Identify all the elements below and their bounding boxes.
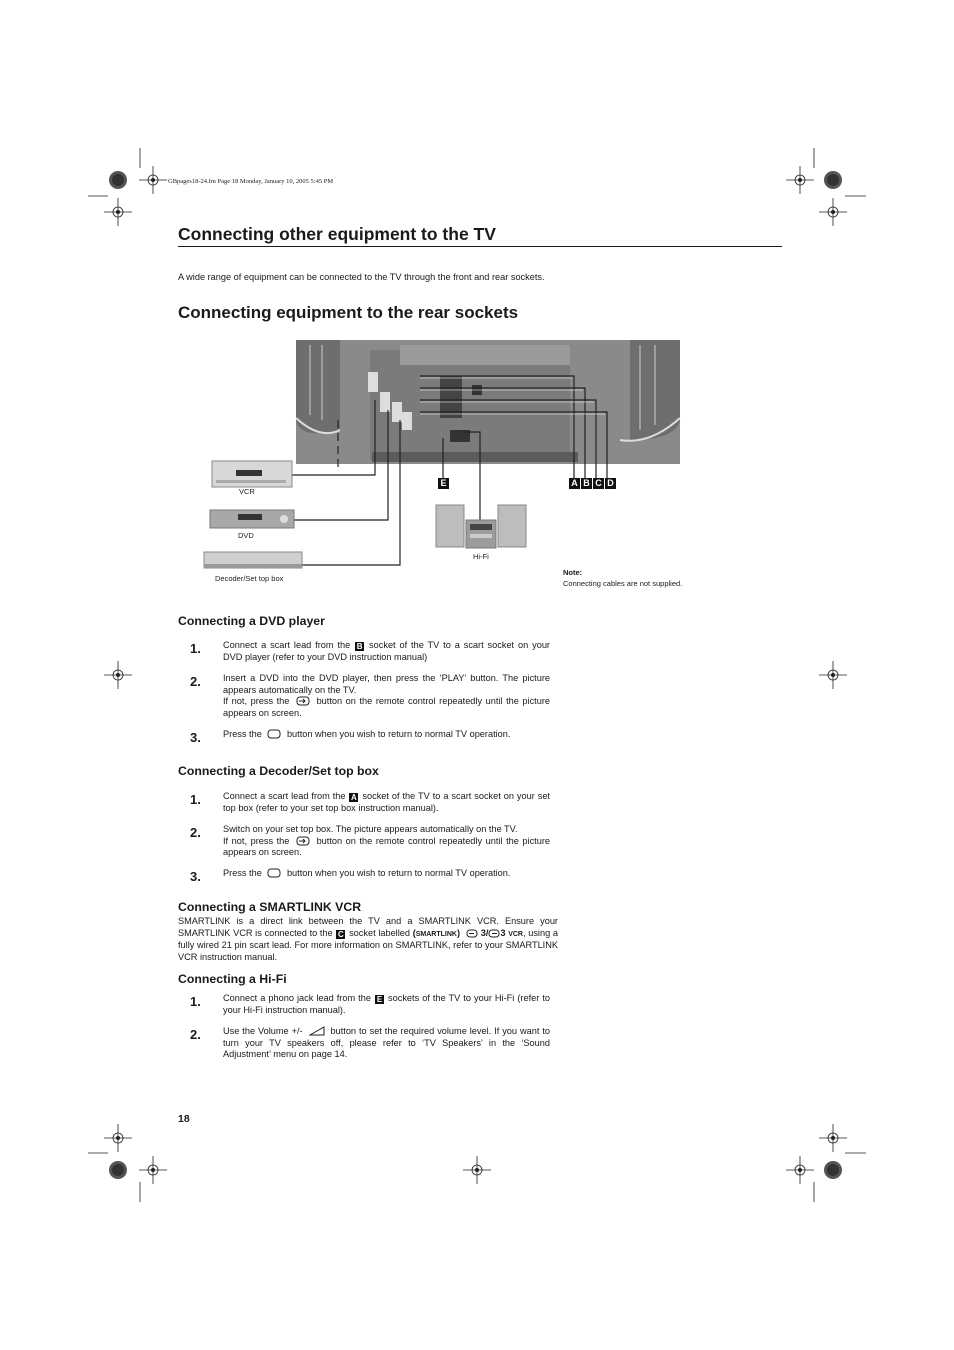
dvd-image	[210, 510, 294, 528]
hifi-step-1: Connect a phono jack lead from the E sockets of the TV to your Hi-Fi (refer to your Hi-Fi instruction manual).	[223, 993, 550, 1015]
step-number: 3.	[190, 730, 201, 745]
step-number: 2.	[190, 674, 201, 689]
decoder-heading: Connecting a Decoder/Set top box	[178, 764, 379, 778]
scart-input-icon	[466, 929, 478, 938]
vcr-label: VCR	[239, 487, 255, 496]
page-title: Connecting other equipment to the TV	[178, 224, 496, 244]
decoder-step-1: Connect a scart lead from the A socket of the TV to a scart socket on your set top box (refer to your set top box instruction manual).	[223, 791, 550, 813]
hifi-label: Hi-Fi	[473, 552, 489, 561]
step-number: 1.	[190, 641, 201, 656]
smartlink-heading: Connecting a SMARTLINK VCR	[178, 900, 362, 914]
decoder-image	[204, 552, 302, 568]
socket-label-a: A	[569, 478, 580, 489]
socket-label-d: D	[605, 478, 616, 489]
intro-text: A wide range of equipment can be connected to the TV through the front and rear sockets.	[178, 272, 545, 282]
scart-output-icon	[488, 929, 500, 938]
input-select-icon	[296, 836, 310, 846]
socket-label-a-inline: A	[351, 793, 357, 802]
note-title: Note:	[563, 568, 583, 577]
hifi-image	[436, 505, 526, 548]
step-number: 3.	[190, 869, 201, 884]
tv-mode-icon	[267, 868, 281, 878]
step-number: 2.	[190, 825, 201, 840]
rear-connection-diagram	[0, 0, 954, 620]
volume-icon	[309, 1026, 325, 1036]
smartlink-text: SMARTLINK is a direct link between the TV and a SMARTLINK VCR. Ensure your SMARTLINK VCR is connected to the C socket labelled (SMARTLINK) 3/ 3 VCR, using a fully wired 21 pin scart lead. For more information on SMARTLINK, refer to your SMARTLINK VCR instruction manual.	[178, 916, 558, 962]
dvd-step-1: Connect a scart lead from the B socket of the TV to a scart socket on your DVD player (refer to your DVD instruction manual)	[223, 640, 550, 662]
dvd-step-2: Insert a DVD into the DVD player, then press the ‘PLAY’ button. The picture appears automatically on the TV. If not, press the button on the remote control repeatedly until the picture appears on screen.	[223, 673, 550, 718]
socket-label-e-inline: E	[376, 995, 383, 1004]
input-select-icon	[296, 696, 310, 706]
hifi-heading: Connecting a Hi-Fi	[178, 972, 287, 986]
socket-label-b-inline: B	[356, 642, 363, 651]
dvd-heading: Connecting a DVD player	[178, 614, 325, 628]
decoder-step-3: Press the button when you wish to return to normal TV operation.	[223, 868, 511, 878]
socket-label-c: C	[593, 478, 604, 489]
note-text: Connecting cables are not supplied.	[563, 579, 683, 588]
decoder-label: Decoder/Set top box	[215, 574, 284, 583]
dvd-step-3: Press the button when you wish to return to normal TV operation.	[223, 729, 511, 739]
socket-label-e: E	[438, 478, 449, 489]
socket-label-b: B	[581, 478, 592, 489]
step-number: 1.	[190, 994, 201, 1009]
decoder-step-2: Switch on your set top box. The picture appears automatically on the TV. If not, press the button on the remote control repeatedly until the picture appears on screen.	[223, 824, 550, 857]
crop-info: GBpages18-24.fm Page 18 Monday, January 10, 2005 5:45 PM	[168, 178, 334, 185]
step-number: 2.	[190, 1027, 201, 1042]
socket-label-c-inline: C	[338, 929, 344, 939]
vcr-image	[212, 461, 292, 487]
step-number: 1.	[190, 792, 201, 807]
hifi-step-2: Use the Volume +/- button to set the required volume level. If you want to turn your TV speakers off, please refer to ‘TV Speakers’ in the ‘Sound Adjustment’ menu on page 14.	[223, 1026, 550, 1059]
tv-mode-icon	[267, 729, 281, 739]
page-number: 18	[178, 1113, 190, 1125]
section-title: Connecting equipment to the rear sockets	[178, 303, 519, 322]
dvd-label: DVD	[238, 531, 254, 540]
